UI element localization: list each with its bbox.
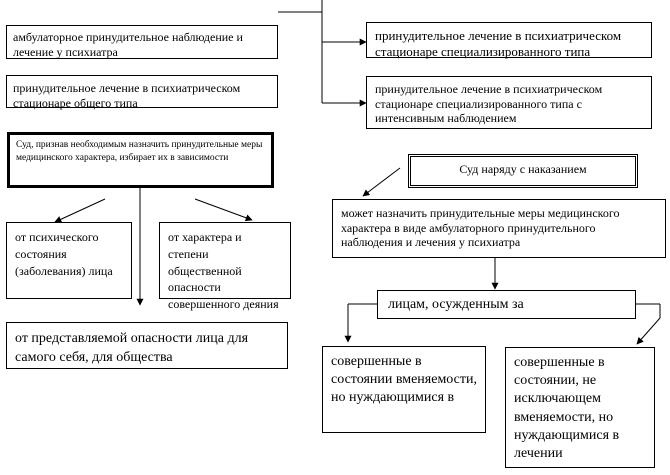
may-appoint-box (332, 199, 666, 258)
factor-danger-text: от характера и степени общественной опасности совершенного деяния (168, 230, 279, 312)
court-with-punishment-text: Суд наряду с наказанием (459, 162, 587, 176)
sane-state-text: совершенные в состоянии вменяемости, но нуждающимися в (331, 354, 477, 406)
court-choice-box (7, 132, 274, 188)
factor-person-danger-text: от представляемой опасности лица для самого себя, для общества (15, 331, 249, 365)
factor-danger-box (159, 222, 291, 312)
factor-mental-condition-text: от психического состояния (заболевания) лица (15, 230, 113, 278)
ambulatory-treatment-box (6, 25, 278, 59)
sane-state-box (322, 346, 486, 433)
specialized-hospital-box (366, 22, 652, 58)
factor-person-danger-box (6, 322, 288, 369)
court-with-punishment-box (408, 154, 638, 188)
factor-mental-condition-box (6, 222, 132, 299)
general-hospital-text: принудительное лечение в психиатрическом стационаре общего типа (13, 81, 241, 110)
general-hospital-box (6, 75, 278, 108)
specialized-intensive-text: принудительное лечение в психиатрическом стационаре специализированного типа с интенсивным наблюдением (375, 82, 603, 126)
may-appoint-text: может назначить принудительные меры медицинского характера в виде амбулаторного принудительного наблюдения и лечения у психиатра (341, 206, 620, 250)
court-choice-text: Суд, признав необходимым назначить принудительные меры медицинского характера, избирает их в зависимости (16, 140, 263, 163)
ambulatory-treatment-text: амбулаторное принудительное наблюдение и лечение у психиатра (13, 30, 243, 59)
specialized-hospital-text: принудительное лечение в психиатрическом стационаре специализированного типа (375, 28, 622, 59)
limited-sanity-text: совершенные в состоянии, не исключающем вменяемости, но нуждающимися в лечении (514, 355, 620, 461)
specialized-intensive-box (366, 76, 652, 129)
limited-sanity-box (505, 347, 655, 468)
convicted-text: лицам, осужденным за (388, 297, 524, 312)
convicted-box (377, 290, 636, 319)
